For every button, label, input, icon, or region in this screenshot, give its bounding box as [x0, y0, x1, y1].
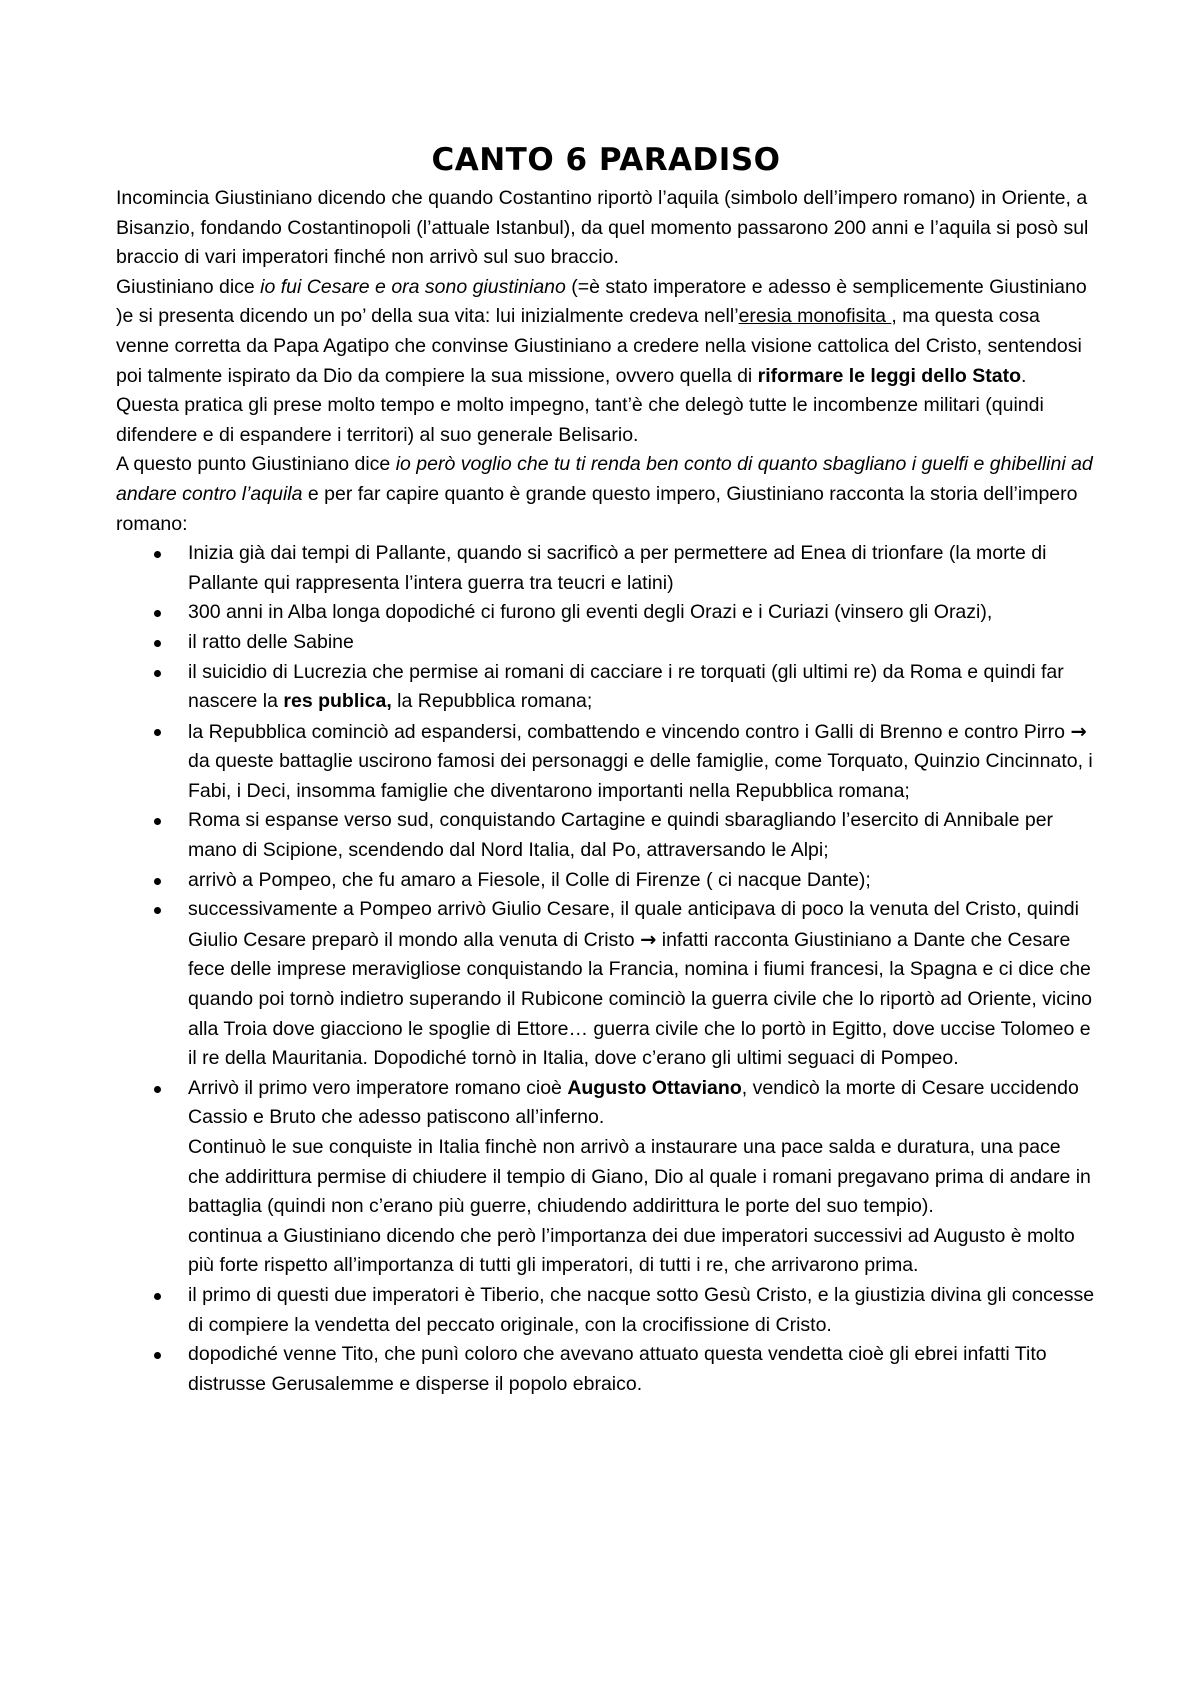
text-segment: A questo punto Giustiniano dice — [116, 453, 396, 476]
list-item — [116, 598, 1096, 628]
list-item-text: infatti racconta Giustiniano a Dante che Cesare fece delle imprese meravigliose conquistando la Francia, nomina i fiumi francesi, la Spagna e ci dice che quando poi tornò indietro superando il Rubicone cominciò la guerra civile che lo riportò ad Oriente, vicino alla Troia dove giacciono le spoglie di Ettore… guerra civile che lo portò in Egitto, dove uccise Tolomeo e il re della Mauritania. Dopodiché tornò in Italia, dove c’erano gli ultimi seguaci di Pompeo. — [188, 928, 1093, 1070]
bullet-icon — [154, 640, 161, 647]
bullet-icon — [154, 907, 161, 914]
list-item-text: il primo di questi due imperatori è Tiberio, che nacque sotto Gesù Cristo, e la giustizia divina gli concesse di compiere la vendetta del peccato originale, con la crocifissione di Cristo. — [188, 1283, 1095, 1336]
list-item-text: continua a Giustiniano dicendo che però l’importanza dei due imperatori successivi ad Augusto è molto più forte rispetto all’importanza di tutti gli imperatori, di tutti i re, che arrivarono prima. — [188, 1224, 1075, 1277]
paragraph-aquila — [116, 450, 1096, 539]
list-item — [116, 806, 1096, 865]
list-item-text: successivamente a Pompeo arrivò Giulio Cesare, il quale anticipava di poco la venuta del Cristo, quindi Giulio Cesare preparò il mondo alla venuta di Cristo — [188, 898, 1079, 951]
bullet-icon — [154, 670, 161, 677]
bullet-icon — [154, 610, 161, 617]
list-item-text: il suicidio di Lucrezia che permise ai romani di cacciare i re torquati (gli ultimi re) da Roma e quindi far nascere la — [188, 660, 1064, 713]
text-segment: . — [1020, 364, 1027, 387]
bold-phrase: riformare le leggi dello Stato — [757, 364, 1021, 387]
list-item — [116, 628, 1096, 658]
text-segment: , ma questa cosa venne corretta da Papa Agatipo che convinse Giustiniano a credere nella visione cattolica del Cristo, sentendosi poi talmente ispirato da Dio da compiere la sua missione, ovvero quella di — [116, 305, 1082, 387]
list-item-text: Arrivò il primo vero imperatore romano cioè — [188, 1076, 568, 1099]
bullet-icon — [154, 551, 161, 558]
italic-quote: io però voglio che tu ti renda ben conto di quanto sbagliano i guelfi e ghibellini ad andare contro l’aquila — [116, 453, 1093, 505]
underlined-term: eresia monofisita — [738, 305, 892, 328]
text-segment: Giustiniano dice — [116, 275, 261, 298]
list-item-text: Roma si espanse verso sud, conquistando Cartagine e quindi sbaragliando l’esercito di Annibale per mano di Scipione, scendendo dal Nord Italia, dal Po, attraversando le Alpi; — [188, 809, 1054, 862]
list-item-text: Continuò le sue conquiste in Italia finchè non arrivò a instaurare una pace salda e duratura, una pace che addirittura permise di chiudere il tempio di Giano, Dio al quale i romani pregavano prima di andare in battaglia (quindi non c’erano più guerre, chiudendo addirittura le porte del suo tempio). — [188, 1136, 1091, 1218]
italic-quote: io fui Cesare e ora sono giustiniano — [260, 275, 566, 298]
list-item — [116, 895, 1096, 1074]
list-item-text: da queste battaglie uscirono famosi dei personaggi e delle famiglie, come Torquato, Quinzio Cincinnato, i Fabi, i Deci, insomma famiglie che diventarono importanti nella Repubblica romana; — [188, 750, 1093, 802]
bold-phrase: res publica, — [283, 690, 392, 713]
arrow-right-icon: → — [1070, 719, 1087, 743]
list-item — [116, 658, 1096, 717]
list-item — [116, 539, 1096, 598]
paragraph-giustiniano — [116, 273, 1096, 391]
list-item — [116, 717, 1096, 807]
list-item — [116, 866, 1096, 896]
bullet-icon — [154, 1352, 161, 1359]
text-segment: (=è stato imperatore e adesso è semplicemente Giustiniano )e si presenta dicendo un po’ della sua vita: lui inizialmente credeva nell’ — [116, 275, 1087, 328]
list-item — [116, 1340, 1096, 1399]
arrow-right-icon: → — [639, 927, 657, 951]
document-title: CANTO 6 PARADISO — [431, 142, 781, 178]
list-item-text: 300 anni in Alba longa dopodiché ci furono gli eventi degli Orazi e i Curiazi (vinsero gli Orazi), — [188, 601, 993, 624]
text-segment: e per far capire quanto è grande questo impero, Giustiniano racconta la storia dell’impero romano: — [116, 482, 1078, 535]
bullet-icon — [154, 1293, 161, 1300]
document-page — [116, 140, 1096, 1399]
list-item-text: il ratto delle Sabine — [188, 630, 354, 653]
paragraph-intro: Incomincia Giustiniano dicendo che quando Costantino riportò l’aquila (simbolo dell’impero romano) in Oriente, a Bisanzio, fondando Costantinopoli (l’attuale Istanbul), da quel momento passarono 200 anni e l’aquila si posò sul braccio di vari imperatori finché non arrivò sul suo braccio. — [116, 187, 1089, 269]
list-item-text: , vendicò la morte di Cesare uccidendo Cassio e Bruto che adesso patiscono all’inferno. — [188, 1076, 1079, 1129]
history-bullet-list — [116, 539, 1096, 1399]
bold-phrase: Augusto Ottaviano — [567, 1076, 742, 1099]
list-item-text: la Repubblica cominciò ad espandersi, combattendo e vincendo contro i Galli di Brenno e contro Pirro — [188, 720, 1071, 743]
bullet-icon — [154, 818, 161, 825]
list-item-text: Inizia già dai tempi di Pallante, quando si sacrificò a per permettere ad Enea di trionfare (la morte di Pallante qui rappresenta l’intera guerra tra teucri e latini) — [188, 542, 1047, 594]
list-item-text: arrivò a Pompeo, che fu amaro a Fiesole, il Colle di Firenze ( ci nacque Dante); — [188, 868, 871, 891]
list-item — [116, 1281, 1096, 1340]
paragraph-belisario: Questa pratica gli prese molto tempo e molto impegno, tant’è che delegò tutte le incombenze militari (quindi difendere e di espandere i territori) al suo generale Belisario. — [116, 394, 1044, 446]
bullet-icon — [154, 878, 161, 885]
bullet-icon — [154, 729, 161, 736]
list-item-text: dopodiché venne Tito, che punì coloro che avevano attuato questa vendetta cioè gli ebrei infatti Tito distrusse Gerusalemme e disperse il popolo ebraico. — [188, 1343, 1047, 1395]
list-item — [116, 1074, 1096, 1281]
bullet-icon — [154, 1086, 161, 1093]
list-item-text: la Repubblica romana; — [391, 690, 593, 713]
